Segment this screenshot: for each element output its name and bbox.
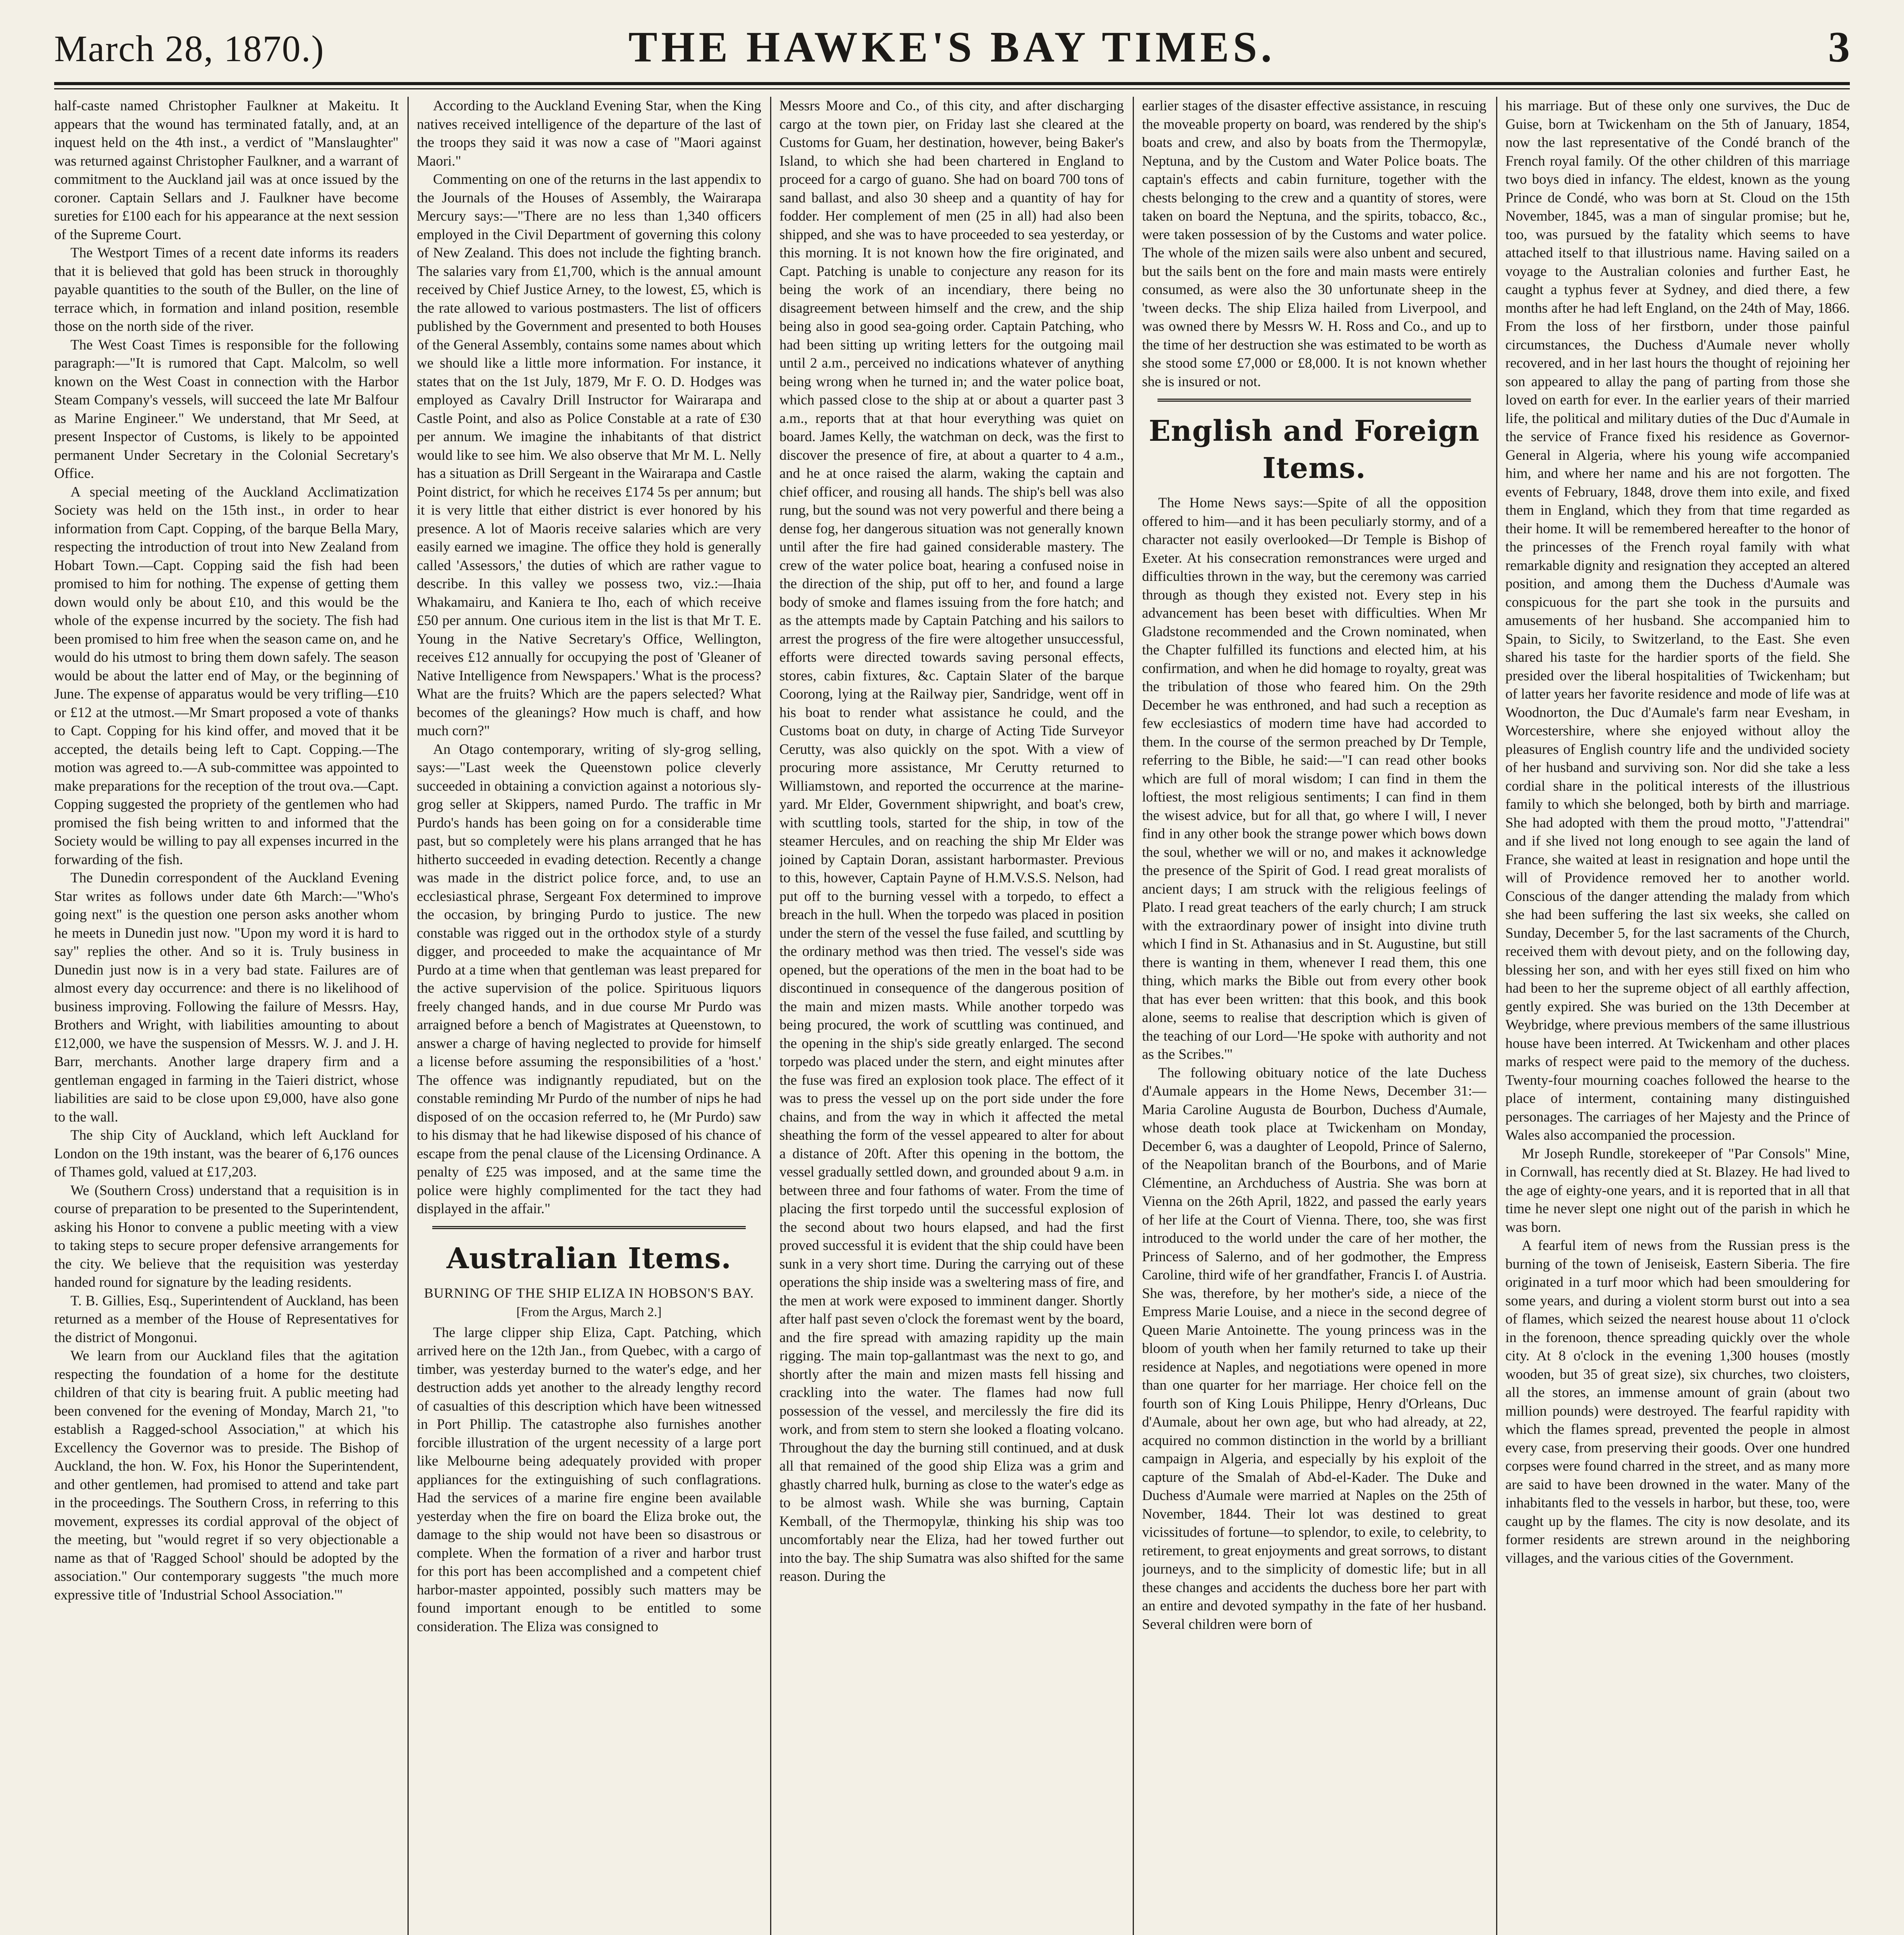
paragraph: A fearful item of news from the Russian press is the burning of the town of Jeniseisk, Eastern Siberia. The fire originated in a turf moor which had been smouldering for some years, and during a violent storm burst out into a sea of flames, which seized the nearest house about 11 o'clock in the forenoon, thence spreading quickly over the whole city. At 8 o'clock in the evening 1,300 houses (mostly wooden, but 35 of great size), six churches, two cloisters, all the stores, an immense amount of grain (about two million pounds) were destroyed. The fearful rapidity with which the flames spread, prevented the people in almost every case, from preserving their goods. Over one hundred corpses were found charred in the street, and as many more are said to have been drowned in the water. Many of the inhabitants fled to the vessels in harbor, but these, too, were caught up by the flames. The city is now desolate, and its former residents are strewn around in the neighboring villages, and the various cities of the Government. [1505,1238,1850,1566]
masthead-rule-thin [54,88,1850,89]
paragraph: The Dunedin correspondent of the Auckland Evening Star writes as follows under date 6th March:—"Who's going next" is the question one person asks another whom he meets in Dunedin just now. "Upon my word it is hard to say" replies the other. And so it is. Truly business in Dunedin just now is in a very bad state. Failures are of almost every day occurrence: and there is no likelihood of business improving. Following the failure of Messrs. Hay, Brothers and Wright, with liabilities amounting to about £12,000, we have the suspension of Messrs. W. J. and J. H. Barr, merchants. Another large drapery firm and a gentleman engaged in farming in the Taieri district, whose liabilities are said to be close upon £9,000, have also gone to the wall. [54,870,399,1125]
paragraph: The Westport Times of a recent date informs its readers that it is believed that gold has been struck in thoroughly payable quantities to the south of the Buller, on the line of terrace which, in formation and inland position, resemble those on the north side of the river. [54,245,399,334]
paragraph: A special meeting of the Auckland Acclimatization Society was held on the 15th inst., in order to hear information from Capt. Copping, of the barque Bella Mary, respecting the introduction of trout into New Zealand from Hobart Town.—Capt. Copping said the fish had been promised to him for nothing. The expense of getting them down would only be about £10, and this would be the whole of the expense incurred by the society. The fish had been promised to him free when the season came on, and he would do his utmost to bring them down safely. The season would be about the latter end of May, or the beginning of June. The expense of apparatus would be very trifling—£10 or £12 at the utmost.—Mr Smart proposed a vote of thanks to Capt. Copping for his kind offer, and moved that it be accepted, the details being left to Capt. Copping.—The motion was agreed to.—A sub-committee was appointed to make preparations for the reception of the trout ova.—Capt. Copping suggested the propriety of the gentlemen who had promised the fish being written to and informed that the Society would be willing to pay all expenses incurred in the forwarding of the fish. [54,484,399,868]
column-3 [779,97,1124,1935]
paragraph: The Home News says:—Spite of all the opposition offered to him—and it has been peculiarly stormy, and of a character not easily overlooked—Dr Temple is Bishop of Exeter. At his consecration remonstrances were urged and difficulties thrown in the way, but the ceremony was carried through as though they existed not. Every step in his advancement has been beset with difficulties. When Mr Gladstone recommended and the Crown nominated, when the Chapter fulfilled its functions and elected him, at his confirmation, and when he did homage to royalty, great was the tribulation of those who feared him. On the 29th December he was enthroned, and had such a reception as few ecclesiastics of modern time have had accorded to them. In the course of the sermon preached by Dr Temple, referring to the Bible, he said:—"I can read other books which are full of moral wisdom; I can find in them the loftiest, the most religious sentiments; I can find in them the wisest advice, but for all that, go where I will, I never find in any other book the strange power which bows down the soul, whether we will or no, and makes it acknowledge the presence of the Spirit of God. I read great moralists of ancient days; I am struck with the religious feelings of Plato. I read great teachers of the early church; I am struck with the extraordinary power of insight into divine truth which I find in St. Athanasius and in St. Augustine, but still there is wanting in them, whenever I read them, this one thing, which marks the Bible out from every other book that has ever been written: that this book, and this book alone, seems to realise that description which is given of the teaching of our Lord—'He spoke with authority and not as the Scribes.'" [1142,495,1486,1062]
paragraph: Messrs Moore and Co., of this city, and after discharging cargo at the town pier, on Friday last she cleared at the Customs for Guam, her destination, however, being Baker's Island, to which she had been chartered in England to proceed for a cargo of guano. She had on board 700 tons of sand ballast, and also 30 sheep and a quantity of hay for fodder. Her complement of men (25 in all) had also been shipped, and she was to have proceeded to sea yesterday, or this morning. It is not known how the fire originated, and Capt. Patching is unable to conjecture any reason for its being the work of an incendiary, there being no disagreement between himself and the crew, and the ship being also in good sea-going order. Captain Patching, who had been sitting up writing letters for the outgoing mail until 2 a.m., perceived no indications whatever of anything being wrong when he turned in; and the water police boat, which passed close to the ship at or about a quarter past 3 a.m., reports that at that hour everything was quiet on board. James Kelly, the watchman on deck, was the first to discover the presence of fire, at about a quarter to 4 a.m., and he at once raised the alarm, waking the captain and chief officer, and rousing all hands. The ship's bell was also rung, but the sound was not very powerful and there being a dense fog, her dangerous situation was not generally known until after the fire had gained considerable mastery. The crew of the water police boat, hearing a confused noise in the direction of the ship, put off to her, and found a large body of smoke and flames issuing from the fore hatch; and as the attempts made by Captain Patching and his sailors to arrest the progress of the fire were altogether unsuccessful, efforts were directed towards saving personal effects, stores, cabin fixtures, &c. Captain Slater of the barque Coorong, lying at the Railway pier, Sandridge, went off in his boat to render what assistance he could, and the Customs boat on duty, in charge of Acting Tide Surveyor Cerutty, was also quickly on the spot. With a view of procuring more assistance, Mr Cerutty returned to Williamstown, and reported the occurrence at the marine-yard. Mr Elder, Government shipwright, and boat's crew, with scuttling tools, started for the ship, in tow of the steamer Hercules, and on reaching the ship Mr Elder was joined by Captain Doran, assistant harbormaster. Previous to this, however, Captain Payne of H.M.V.S.S. Nelson, had put off to the burning vessel with a torpedo, to effect a breach in the hull. When the torpedo was placed in position under the stern of the vessel the fuse failed, and scuttling by the ordinary method was then tried. The vessel's side was opened, but the operations of the men in the boat had to be discontinued in consequence of the dangerous position of the main and mizen masts. While another torpedo was being procured, the work of scuttling was continued, and the opening in the ship's side greatly enlarged. The second torpedo was placed under the stern, and eight minutes after the fuse was fired an explosion took place. The effect of it was to press the vessel up on the port side under the fore chains, and from the way in which it affected the metal sheathing the form of the vessel appeared to alter for about a distance of 20ft. After this opening in the bottom, the vessel gradually settled down, and grounded about 9 a.m. in between three and four fathoms of water. From the time of placing the first torpedo until the successful explosion of the second about two hours elapsed, and had the first proved successful it is evident that the ship could have been sunk in a very short time. During the carrying out of these operations the ship inside was a sweltering mass of fire, and the men at work were exposed to imminent danger. Shortly after half past seven o'clock the foremast went by the board, and the fire spread with amazing rapidity up the main rigging. The main top-gallantmast was the next to go, and shortly after the main and mizen masts fell hissing and crackling into the water. The flames had now full possession of the vessel, and mercilessly the fire did its work, and from stem to stern she looked a floating volcano. Throughout the day the burning still continued, and at dusk all that remained of the good ship Eliza was a grim and ghastly charred hulk, burning as close to the water's edge as to be almost wash. While she was burning, Captain Kemball, of the Thermopylæ, thinking his ship was too uncomfortably near the Eliza, had her towed further out into the bay. The ship Sumatra was also shifted for the same reason. During the [779,98,1124,1584]
page-number: 3 [1828,23,1850,71]
masthead [54,15,1850,81]
column-5 [1505,97,1850,1935]
column-2 [417,97,761,1935]
column-4 [1142,97,1486,1935]
paragraph: The ship City of Auckland, which left Auckland for London on the 19th instant, was the bearer of 6,176 ounces of Thames gold, valued at £17,203. [54,1127,399,1180]
paragraph: his marriage. But of these only one survives, the Duc de Guise, born at Twickenham on the 5th of January, 1854, now the last representative of the Condé branch of the French royal family. Of the other children of this marriage two boys died in infancy. The eldest, known as the young Prince de Condé, who was born at St. Cloud on the 15th November, 1845, was a man of singular promise; but he, too, was pursued by the fatality which seems to have attached itself to that illustrious name. Having sailed on a voyage to the Australian colonies and further East, he caught a typhus fever at Sydney, and died there, a few months after he had left England, on the 24th of May, 1866. From the loss of her firstborn, under those painful circumstances, the Duchess d'Aumale never wholly recovered, and in her last hours the thought of rejoining her son appeared to allay the pang of parting from those she loved on earth for ever. In the earlier years of their married life, the political and military duties of the Duc d'Aumale in the service of France fixed his residence as Governor-General in Algeria, where his young wife accompanied him, and where her name and his are not forgotten. The events of February, 1848, drove them into exile, and fixed them in England, which they from that time regarded as their home. It will be remembered hereafter to the honor of the princesses of the French royal family with what remarkable dignity and resignation they accepted an altered position, and among them the Duchess d'Aumale was conspicuous for the part she took in the pursuits and amusements of her husband. She accompanied him to Spain, to Sicily, to Switzerland, to the East. She even shared his taste for the hardier sports of the field. She presided over the liberal hospitalities of Twickenham; but of latter years her favorite residence and mode of life was at Woodnorton, the Duc d'Aumale's farm near Evesham, in Worcestershire, where she enjoyed without alloy the pleasures of English country life and the undivided society of her husband and surviving son. Nor did she take a less cordial share in the political interests of the illustrious family to which she belonged, both by birth and marriage. She had adopted with them the proud motto, "J'attendrai" and if she lived not long enough to see again the land of France, she waited at least in resignation and hope until the will of Providence removed her to another world. Conscious of the danger attending the malady from which she had been suffering the last six weeks, she called on Sunday, December 5, for the last sacraments of the Church, received them with devout piety, and on the following day, blessing her son, and with her eyes still fixed on him who had been to her the supreme object of all earthly affection, gently expired. She was buried on the 13th December at Weybridge, where previous members of the same illustrious house have been interred. At Twickenham and other places marks of respect were paid to the memory of the duchess. Twenty-four mourning coaches followed the hearse to the place of interment, containing many distinguished personages. The carriages of her Majesty and the Prince of Wales also accompanied the procession. [1505,98,1850,1143]
section-heading: Australian Items. [446,1241,732,1275]
section-rule [1157,399,1471,402]
paragraph: An Otago contemporary, writing of sly-grog selling, says:—"Last week the Queenstown police cleverly succeeded in obtaining a conviction against a notorious sly-grog seller at Skippers, named Purdo. The traffic in Mr Purdo's hands has been going on for a considerable time past, but so completely were his plans arranged that he has hitherto succeeded in evading detection. Recently a change was made in the district police force, and, to use an ecclesiastical phrase, Sergeant Fox determined to improve the occasion, by bringing Purdo to justice. The new constable was rigged out in the orthodox style of a sturdy digger, and proceeded to make the acquaintance of Mr Purdo at a time when that gentleman was least prepared for the active supervision of the police. Spirituous liquors freely changed hands, and in due course Mr Purdo was arraigned before a bench of Magistrates at Queenstown, to answer a charge of having neglected to provide for himself a license before assuming the responsibilities of a 'host.' The offence was indignantly repudiated, but on the constable reminding Mr Purdo of the number of nips he had disposed of on the occasion referred to, he (Mr Purdo) saw to his dismay that he had likewise disposed of his chance of escape from the penal clause of the Licensing Ordinance. A penalty of £25 was imposed, and at the same time the police were highly complimented for the tact they had displayed in the affair." [417,741,761,1217]
column-divider [408,97,409,1935]
issue-date: March 28, 1870.) [54,28,325,69]
masthead-rule [54,82,1850,85]
section-heading: English and Foreign Items. [1149,414,1480,485]
paragraph: Commenting on one of the returns in the last appendix to the Journals of the Houses of Assembly, the Wairarapa Mercury says:—"There are no less than 1,340 officers employed in the Civil Department of governing this colony of New Zealand. This does not include the fighting branch. The salaries vary from £1,700, which is the annual amount received by Chief Justice Arney, to the lowest, £5, which is the rate allowed to various postmasters. The list of officers published by the Government and presented to both Houses of the General Assembly, contains some names about which we should like a little more information. For instance, it states that on the 1st July, 1879, Mr F. O. D. Hodges was employed as Cavalry Drill Instructor for Wairarapa and Castle Point, and also as Police Constable at a rate of £30 per annum. We imagine the inhabitants of that district would like to see him. We also observe that Mr M. L. Nelly has a situation as Drill Sergeant in the Wairarapa and Castle Point district, for which he receives £174 5s per annum; but it is very little that either district is ever honored by his presence. A lot of Maoris receive salaries which are very easily earned we imagine. The office they hold is generally called 'Assessors,' the duties of which are rather vague to describe. In this valley we possess two, viz.:—Ihaia Whakamairu, and Kaniera te Iho, each of which receive £50 per annum. One curious item in the list is that Mr T. E. Young in the Native Secretary's Office, Wellington, receives £12 annually for occupying the post of 'Gleaner of Native Intelligence from Newspapers.' What is the process? What are the fruits? Which are the papers selected? What becomes of the gleanings? How much is chaff, and how much corn?" [417,171,761,739]
paragraph: We learn from our Auckland files that the agitation respecting the foundation of a home for the destitute children of that city is bearing fruit. A public meeting had been convened for the evening of Monday, March 21, "to establish a Ragged-school Association," at which his Excellency the Governor was to preside. The Bishop of Auckland, the hon. W. Fox, his Honor the Superintendent, and other gentlemen, had promised to attend and take part in the proceedings. The Southern Cross, in referring to this movement, expresses its cordial approval of the object of the meeting, but "would regret if so very objectionable a name as that of 'Ragged School' should be adopted by the association." Our contemporary suggests "the much more expressive title of 'Industrial School Association.'" [54,1348,399,1603]
column-divider [1496,97,1497,1935]
paragraph: The West Coast Times is responsible for the following paragraph:—"It is rumored that Capt. Malcolm, so well known on the West Coast in connection with the Harbor Steam Company's vessels, will succeed the late Mr Balfour as Marine Engineer." We understand, that Mr Seed, at present Inspector of Customs, is likely to be appointed permanent Under Secretary in the Colonial Secretary's Office. [54,337,399,481]
newspaper-title: THE HAWKE'S BAY TIMES. [628,23,1276,71]
paragraph: earlier stages of the disaster effective assistance, in rescuing the moveable property on board, was rendered by the ship's boats and crew, and also by boats from the Thermopylæ, Neptuna, and by the Custom and Water Police boats. The captain's effects and cabin furniture, together with the chests belonging to the crew and a quantity of stores, were taken on board the Neptuna, and the spirits, tobacco, &c., were taken possession of by the Customs and water police. The whole of the mizen sails were also unbent and secured, but the sails bent on the fore and main masts were entirely consumed, as were also the 30 unfortunate sheep in the 'tween decks. The ship Eliza hailed from Liverpool, and was owned there by Messrs W. H. Ross and Co., and up to the time of her destruction she was estimated to be worth as she stood some £7,000 or £8,000. It is not known whether she is insured or not. [1142,98,1486,390]
paragraph: Mr Joseph Rundle, storekeeper of "Par Consols" Mine, in Cornwall, has recently died at St. Blazey. He had lived to the age of eighty-one years, and it is reported that in all that time he never slept one night out of the parish in which he was born. [1505,1146,1850,1235]
column-divider [770,97,771,1935]
paragraph: The large clipper ship Eliza, Capt. Patching, which arrived here on the 12th Jan., from Quebec, with a cargo of timber, was yesterday burned to the water's edge, and her destruction adds yet another to the already lengthy record of casualties of this description which have been witnessed in Port Phillip. The catastrophe also furnishes another forcible illustration of the urgent necessity of a large port like Melbourne being adequately provided with proper appliances for the extinguishing of such conflagrations. Had the services of a marine fire engine been available yesterday when the fire on board the Eliza broke out, the damage to the ship would not have been so disastrous or complete. When the formation of a river and harbor trust for this port has been accomplished and a competent chief harbor-master appointed, possibly such matters may be found important enough to be entitled to some consideration. The Eliza was consigned to [417,1324,761,1635]
section-rule [432,1226,746,1229]
paragraph: T. B. Gillies, Esq., Superintendent of Auckland, has been returned as a member of the House of Representatives for the district of Mongonui. [54,1293,399,1346]
column-divider [1133,97,1134,1935]
article-source: [From the Argus, March 2.] [516,1305,662,1319]
article-subhead: BURNING OF THE SHIP ELIZA IN HOBSON'S BAY. [424,1285,754,1301]
paragraph: We (Southern Cross) understand that a requisition is in course of preparation to be presented to the Superintendent, asking his Honor to convene a public meeting with a view to taking steps to secure proper defensive arrangements for the city. We believe that the requisition was yesterday handed round for signature by the leading residents. [54,1182,399,1290]
paragraph: The following obituary notice of the late Duchess d'Aumale appears in the Home News, December 31:—Maria Caroline Augusta de Bourbon, Duchess d'Aumale, whose death took place at Twickenham on Monday, December 6, was a daughter of Leopold, Prince of Salerno, of the Neapolitan branch of the Bourbons, and of Marie Clémentine, an Archduchess of Austria. She was born at Vienna on the 26th April, 1822, and passed the early years of her life at the Court of Vienna. There, too, she was first introduced to the world under the care of her mother, the Princess of Salerno, and of her godmother, the Empress Caroline, third wife of her grandfather, Francis I. of Austria. She was, therefore, by her mother's side, a niece of the Empress Marie Louise, and a niece in the second degree of Queen Marie Antoinette. The young princess was in the bloom of youth when her family returned to take up their residence at Naples, and negotiations were opened in more than one quarter for her marriage. Her choice fell on the fourth son of King Louis Philippe, Henry d'Orleans, Duc d'Aumale, about her own age, but who had already, at 22, acquired no common distinction in the world by a brilliant campaign in Algeria, and especially by his exploit of the capture of the Smalah of Abd-el-Kader. The Duke and Duchess d'Aumale were married at Naples on the 25th of November, 1844. Their lot was destined to great vicissitudes of fortune—to splendor, to exile, to celebrity, to retirement, to great enjoyments and great sorrows, to distant journeys, and to the simplicity of domestic life; but in all these changes and accidents the duchess bore her part with an entire and devoted sympathy in the fate of her husband. Several children were born of [1142,1065,1486,1632]
column-1 [54,97,399,1935]
paragraph: According to the Auckland Evening Star, when the King natives received intelligence of the departure of the last of the troops they said it was now a case of "Maori against Maori." [417,98,761,169]
columns [54,97,1850,1935]
paragraph: half-caste named Christopher Faulkner at Makeitu. It appears that the wound has terminated fatally, and, at an inquest held on the 4th inst., a verdict of "Manslaughter" was returned against Christopher Faulkner, and a warrant of commitment to the Auckland jail was at once issued by the coroner. Captain Sellars and J. Faulkner have become sureties for £100 each for his appearance at the next session of the Supreme Court. [54,98,399,243]
